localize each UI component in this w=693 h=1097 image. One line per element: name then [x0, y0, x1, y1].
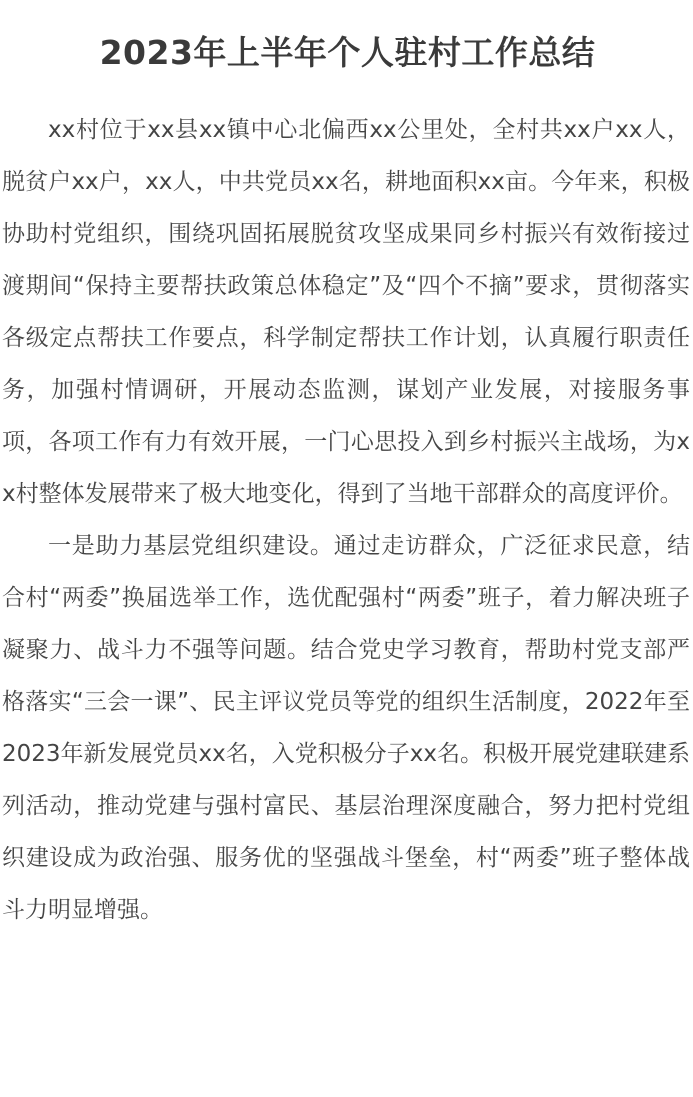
paragraph-party-building: 一是助力基层党组织建设。通过走访群众，广泛征求民意，结合村“两委”换届选举工作，选优配强村“两委”班子，着力解决班子凝聚力、战斗力不强等问题。结合党史学习教育，帮助村党支部严格落实“三会一课”、民主评议党员等党的组织生活制度，2022年至2023年新发展党员xx名，入党积极分子xx名。积极开展党建联建系列活动，推动党建与强村富民、基层治理深度融合，努力把村党组织建设成为政治强、服务优的坚强战斗堡垒，村“两委”班子整体战斗力明显增强。	[2, 533, 690, 923]
document-body	[2, 104, 690, 936]
paragraph-overview: xx村位于xx县xx镇中心北偏西xx公里处，全村共xx户xx人，脱贫户xx户，xx人，中共党员xx名，耕地面积xx亩。今年来，积极协助村党组织，围绕巩固拓展脱贫攻坚成果同乡村振兴有效衔接过渡期间“保持主要帮扶政策总体稳定”及“四个不摘”要求，贯彻落实各级定点帮扶工作要点，科学制定帮扶工作计划，认真履行职责任务，加强村情调研，开展动态监测，谋划产业发展，对接服务事项，各项工作有力有效开展，一门心思投入到乡村振兴主战场，为xx村整体发展带来了极大地变化，得到了当地干部群众的高度评价。	[2, 117, 690, 507]
document-title: 2023年上半年个人驻村工作总结	[99, 33, 596, 72]
